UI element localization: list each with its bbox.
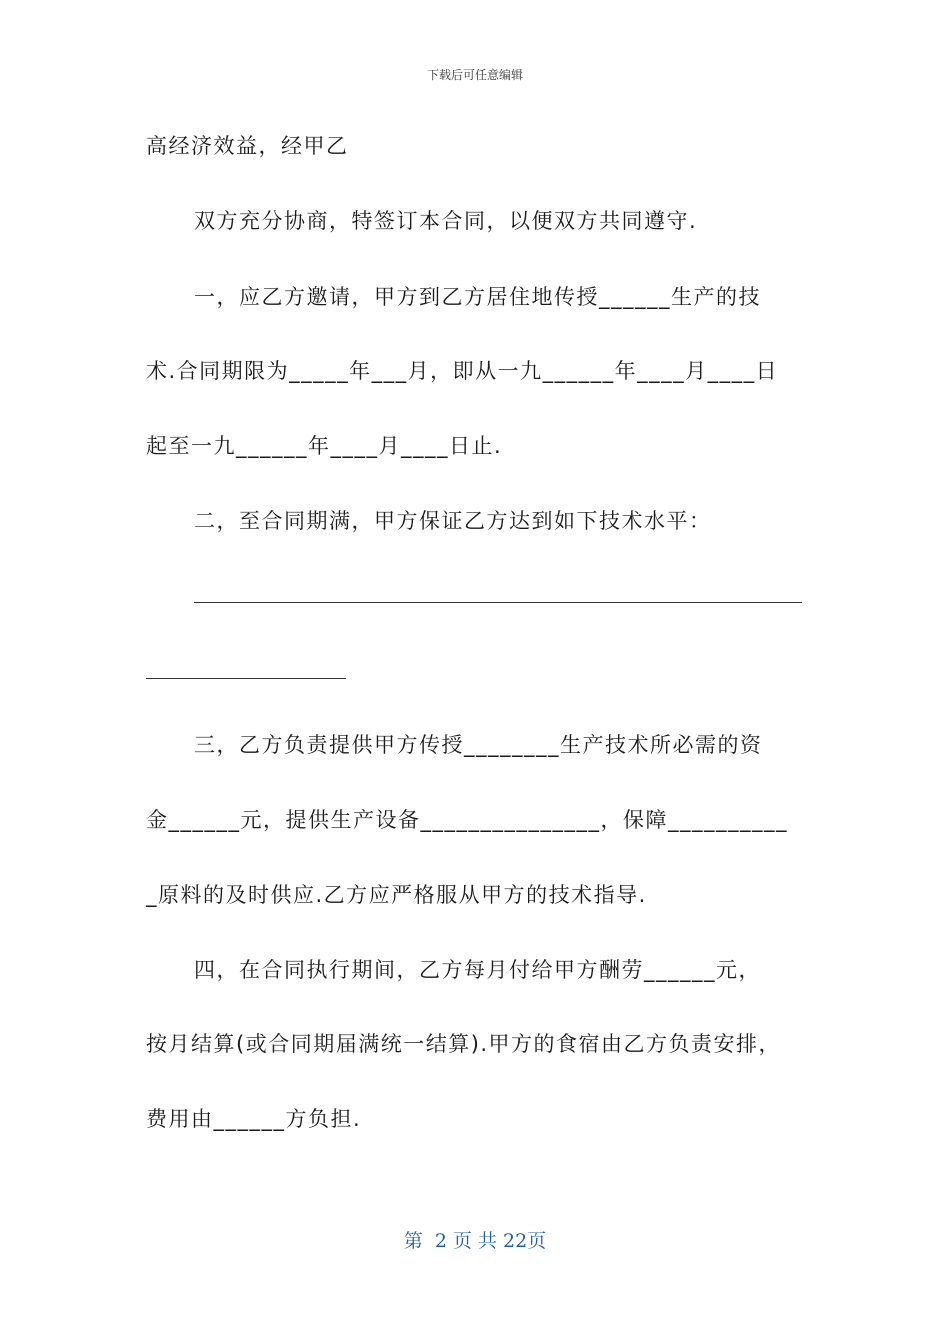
paragraph-line: 按月结算(或合同期届满统一结算).甲方的食宿由乙方负责安排，: [146, 1032, 782, 1056]
paragraph-line: 金______元，提供生产设备_______________，保障__________: [146, 808, 788, 832]
paragraph-line: 起至一九______年____月____日止.: [146, 434, 503, 458]
paragraph-line: 术.合同期限为_____年___月，即从一九______年____月____日: [146, 359, 779, 383]
paragraph-line: 双方充分协商，特签订本合同，以便双方共同遵守.: [194, 209, 698, 233]
page-header: 下载后可任意编辑: [426, 68, 523, 82]
paragraph-line: 四，在合同执行期间，乙方每月付给甲方酬劳______元，: [194, 958, 761, 982]
page-number: 第 2 页 共 22页: [403, 1230, 547, 1252]
paragraph-line: 三，乙方负责提供甲方传授________生产技术所必需的资: [194, 733, 763, 757]
paragraph-line: 费用由______方负担.: [146, 1107, 362, 1131]
paragraph-line: 二，至合同期满，甲方保证乙方达到如下技术水平：: [194, 509, 712, 533]
paragraph-line: _原料的及时供应.乙方应严格服从甲方的技术指导.: [146, 883, 647, 907]
paragraph-line: 高经济效益，经甲乙: [146, 134, 349, 158]
blank-fill-line: [146, 678, 346, 679]
paragraph-line: 一，应乙方邀请，甲方到乙方居住地传授______生产的技: [194, 285, 761, 309]
blank-fill-line: [194, 602, 802, 603]
